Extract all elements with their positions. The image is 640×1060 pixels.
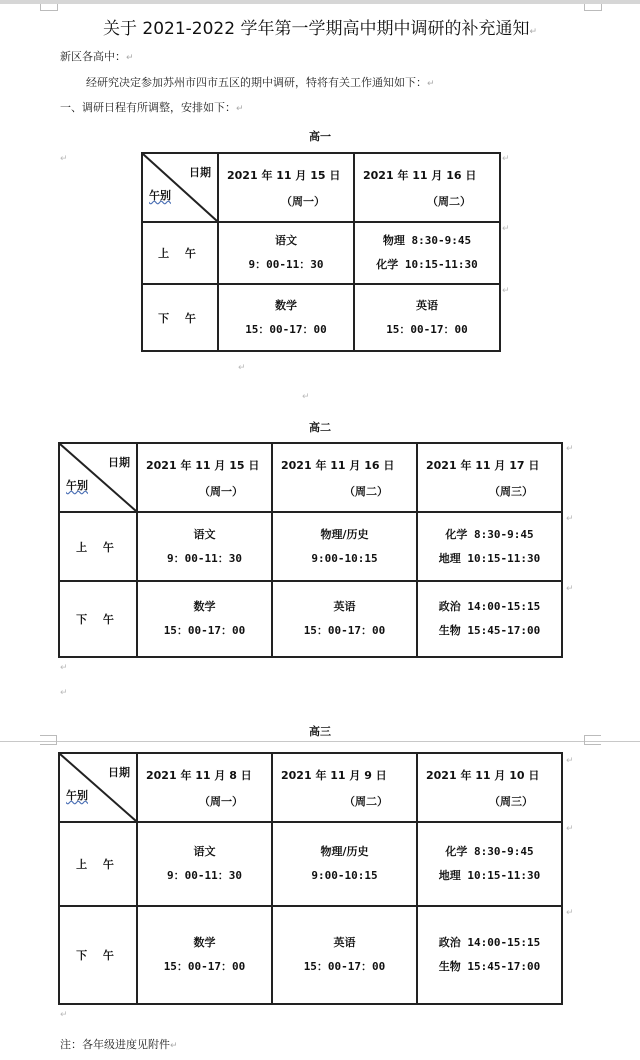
row-label: 上 午 [59, 822, 137, 906]
table-caption-grade1: 高一 [309, 130, 331, 143]
schedule-cell: 化学 8:30-9:45 地理 10:15-11:30 [417, 512, 562, 581]
header-date-label: 日期 [108, 766, 130, 779]
schedule-cell: 物理/历史 9:00-10:15 [272, 512, 417, 581]
paragraph-mark: ↵ [238, 363, 246, 373]
header-period-label: 午别 [66, 479, 88, 492]
row-label: 下 午 [59, 906, 137, 1004]
schedule-table-grade3 [58, 752, 563, 1005]
table-row-morning [142, 222, 500, 284]
schedule-cell: 英语 15：00-17：00 [272, 581, 417, 657]
schedule-cell: 政治 14:00-15:15 生物 15:45-17:00 [417, 581, 562, 657]
diagonal-header-cell [59, 753, 137, 822]
end-of-row-mark: ↵ [566, 756, 574, 766]
schedule-cell: 政治 14:00-15:15 生物 15:45-17:00 [417, 906, 562, 1004]
schedule-cell: 语文 9：00-11：30 [137, 822, 272, 906]
end-of-row-mark: ↵ [566, 444, 574, 454]
end-of-row-mark: ↵ [566, 824, 574, 834]
salutation: 新区各高中：↵ [60, 50, 134, 63]
schedule-cell: 物理/历史 9:00-10:15 [272, 822, 417, 906]
paragraph-mark: ↵ [302, 392, 310, 402]
row-label: 下 午 [59, 581, 137, 657]
end-of-row-mark: ↵ [566, 908, 574, 918]
table-row-afternoon [59, 581, 562, 657]
column-header: 2021 年 11 月 9 日 （周二） [272, 753, 417, 822]
paragraph-mark: ↵ [60, 1010, 68, 1020]
section-heading-1: 一、调研日程有所调整，安排如下：↵ [60, 101, 244, 114]
document-title: 关于 2021-2022 学年第一学期高中期中调研的补充通知↵ [102, 19, 537, 39]
margin-corner-mark [40, 4, 58, 11]
schedule-cell: 英语 15：00-17：00 [354, 284, 500, 351]
row-label: 下 午 [142, 284, 218, 351]
schedule-table-grade2 [58, 442, 563, 658]
schedule-cell: 语文 9：00-11：30 [218, 222, 354, 284]
column-header: 2021 年 11 月 10 日 （周三） [417, 753, 562, 822]
column-header: 2021 年 11 月 16 日 （周二） [272, 443, 417, 512]
diagonal-header-cell [59, 443, 137, 512]
margin-corner-mark [40, 735, 57, 745]
table-row-morning [59, 512, 562, 581]
column-header: 2021 年 11 月 17 日 （周三） [417, 443, 562, 512]
column-header: 2021 年 11 月 16 日 （周二） [354, 153, 500, 222]
column-header: 2021 年 11 月 8 日 （周一） [137, 753, 272, 822]
page-break-line [0, 741, 640, 742]
header-period-label: 午别 [149, 189, 171, 202]
row-label: 上 午 [142, 222, 218, 284]
table-row-morning [59, 822, 562, 906]
schedule-cell: 物理 8:30-9:45 化学 10:15-11:30 [354, 222, 500, 284]
end-of-row-mark: ↵ [502, 286, 510, 296]
paragraph-mark: ↵ [60, 688, 68, 698]
end-of-row-mark: ↵ [502, 224, 510, 234]
schedule-cell: 化学 8:30-9:45 地理 10:15-11:30 [417, 822, 562, 906]
end-of-row-mark: ↵ [502, 154, 510, 164]
end-of-row-mark: ↵ [566, 514, 574, 524]
row-label: 上 午 [59, 512, 137, 581]
page-top-edge [0, 0, 640, 4]
margin-corner-mark [584, 4, 602, 11]
table-caption-grade3: 高三 [309, 725, 331, 738]
schedule-table-grade1 [141, 152, 501, 352]
paragraph-mark: ↵ [60, 663, 68, 673]
schedule-cell: 数学 15：00-17：00 [137, 906, 272, 1004]
table-row-afternoon [142, 284, 500, 351]
paragraph-mark: ↵ [60, 154, 68, 164]
diagonal-header-cell [142, 153, 218, 222]
footnote: 注：各年级进度见附件↵ [60, 1038, 178, 1051]
schedule-cell: 数学 15：00-17：00 [218, 284, 354, 351]
schedule-cell: 英语 15：00-17：00 [272, 906, 417, 1004]
schedule-cell: 语文 9：00-11：30 [137, 512, 272, 581]
header-date-label: 日期 [108, 456, 130, 469]
intro-paragraph: 经研究决定参加苏州市四市五区的期中调研，特将有关工作通知如下：↵ [86, 76, 435, 89]
schedule-cell: 数学 15：00-17：00 [137, 581, 272, 657]
header-period-label: 午别 [66, 789, 88, 802]
table-caption-grade2: 高二 [309, 421, 331, 434]
table-row-afternoon [59, 906, 562, 1004]
column-header: 2021 年 11 月 15 日 （周一） [137, 443, 272, 512]
header-date-label: 日期 [189, 166, 211, 179]
margin-corner-mark [584, 735, 601, 745]
end-of-row-mark: ↵ [566, 584, 574, 594]
column-header: 2021 年 11 月 15 日 （周一） [218, 153, 354, 222]
